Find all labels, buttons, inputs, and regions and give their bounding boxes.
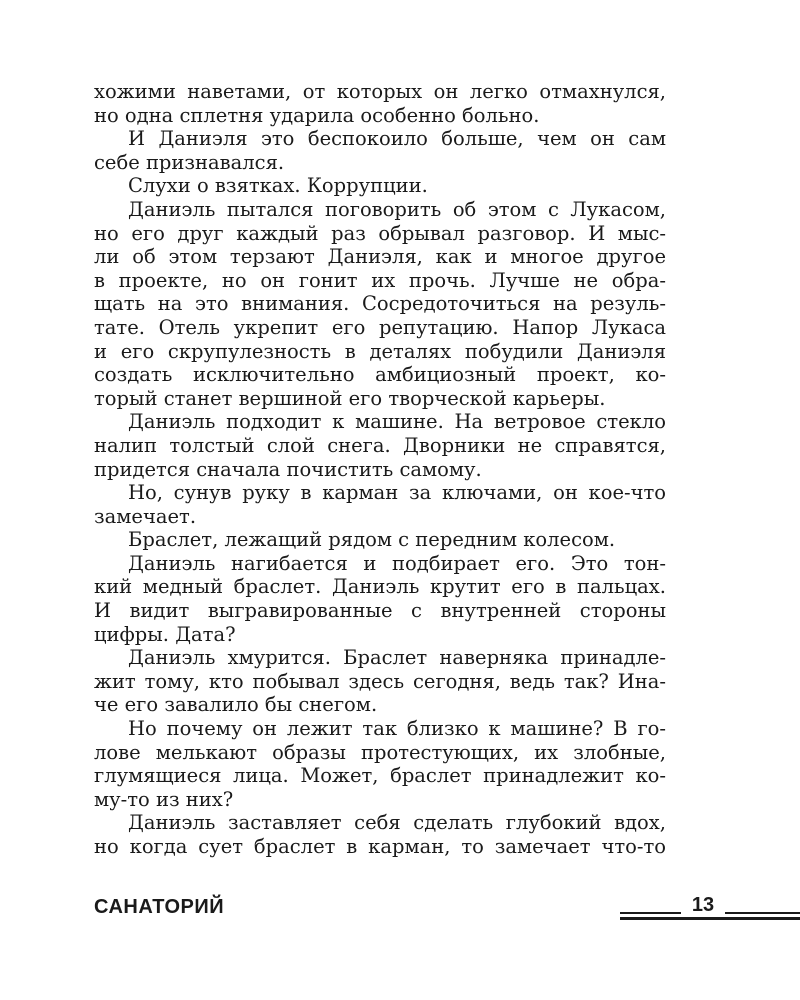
text-line: щать на это внимания. Сосредоточиться на резуль- [94, 292, 666, 316]
text-line: Но почему он лежит так близко к машине? В го- [128, 717, 666, 741]
footer-rule-thick [620, 917, 800, 920]
running-footer-title: САНАТОРИЙ [94, 896, 225, 918]
text-line: хожими наветами, от которых он легко отмахнулся, [94, 80, 666, 103]
paragraph-5 [94, 410, 666, 481]
paragraph-3 [94, 174, 666, 198]
text-line: Даниэль заставляет себя сделать глубокий вдох, [128, 811, 666, 835]
text-line: но его друг каждый раз обрывал разговор. И мыс- [94, 221, 666, 245]
text-line: Даниэль хмурится. Браслет наверняка принадле- [128, 646, 666, 670]
text-line: но одна сплетня ударила особенно больно. [94, 103, 540, 127]
text-line: замечает. [94, 504, 197, 528]
text-line: Даниэль подходит к машине. На ветровое стекло [128, 410, 666, 434]
paragraph-8 [94, 552, 666, 646]
text-line: но когда сует браслет в карман, то замечает что-то [94, 835, 666, 858]
text-line: глумящиеся лица. Может, браслет принадлежит ко- [94, 764, 666, 788]
paragraph-6 [94, 481, 666, 528]
text-line: создать исключительно амбициозный проект, ко- [94, 363, 666, 387]
text-line: тате. Отель укрепит его репутацию. Напор Лукаса [94, 315, 666, 339]
text-line: че его завалило бы снегом. [94, 693, 378, 717]
text-line: И Даниэля это беспокоило больше, чем он сам [128, 127, 666, 151]
paragraph-11 [94, 811, 666, 858]
text-line: торый станет вершиной его творческой карьеры. [94, 386, 606, 410]
paragraph-2 [94, 127, 666, 174]
text-line: ли об этом терзают Даниэля, как и многое другое [94, 245, 666, 269]
text-line: Даниэль пытался поговорить об этом с Лукасом, [128, 197, 666, 221]
page-number: 13 [681, 894, 725, 916]
text-line: придется сначала почистить самому. [94, 457, 482, 481]
text-line: цифры. Дата? [94, 622, 236, 646]
text-line: жит тому, кто побывал здесь сегодня, ведь так? Ина- [94, 669, 666, 693]
text-line: му-то из них? [94, 787, 234, 811]
text-line: Даниэль нагибается и подбирает его. Это тон- [128, 551, 666, 575]
paragraph-9 [94, 646, 666, 717]
text-line: И видит выгравированные с внутренней стороны [94, 599, 666, 623]
text-line: налип толстый слой снега. Дворники не справятся, [94, 433, 666, 457]
text-line: Браслет, лежащий рядом с передним колесом. [128, 528, 616, 552]
paragraph-7 [94, 528, 666, 552]
body-text [94, 80, 666, 859]
text-line: Но, сунув руку в карман за ключами, он кое-что [128, 481, 666, 505]
text-line: в проекте, но он гонит их прочь. Лучше не обра- [94, 268, 666, 292]
text-line: себе признавался. [94, 150, 285, 174]
paragraph-10 [94, 717, 666, 811]
text-line: кий медный браслет. Даниэль крутит его в пальцах. [94, 575, 666, 599]
text-line: и его скрупулезность в деталях побудили Даниэля [94, 339, 666, 363]
text-line: Слухи о взятках. Коррупции. [128, 174, 428, 198]
text-line: лове мелькают образы протестующих, их злобные, [94, 740, 666, 764]
paragraph-4 [94, 198, 666, 410]
paragraph-1 [94, 80, 666, 127]
